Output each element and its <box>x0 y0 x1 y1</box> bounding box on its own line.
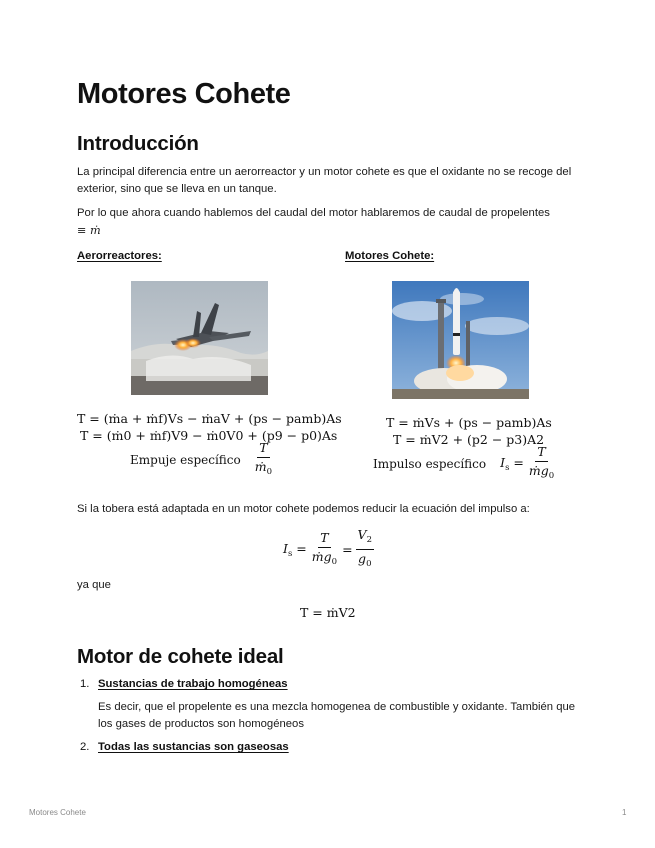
aerorreactor-thrust-equation-1: T = (ṁa + ṁf)Vs − ṁaV + (ps − pamb)As <box>77 411 342 426</box>
list-item-1-body: Es decir, que el propelente es una mezcla homogenea de combustible y oxidante. También que los gases de productos son homogéneos <box>98 701 576 730</box>
impulso-reducido-fraction-1: $\frac{T}{ṁg_0}$ <box>311 529 338 567</box>
intro-paragraph-2 <box>77 205 587 240</box>
ya-que-paragraph: ya que <box>77 579 111 591</box>
empuje-especifico-fraction: $\frac{T}{ṁ_0}$ <box>254 440 273 477</box>
rocket-launch-photo <box>392 281 529 399</box>
list-item-1-title: Sustancias de trabajo homogéneas <box>98 678 288 690</box>
intro-paragraph-2-text: Por lo que ahora cuando hablemos del caudal del motor hablaremos de caudal de propelentes <box>77 207 550 219</box>
section-heading-motor-ideal: Motor de cohete ideal <box>77 645 284 668</box>
empuje-especifico-equation <box>130 441 277 479</box>
tobera-adaptada-paragraph: Si la tobera está adaptada en un motor cohete podemos reducir la ecuación del impulso a: <box>77 503 530 515</box>
page-title: Motores Cohete <box>77 78 291 110</box>
impulso-reducido-equation: $I_s$ = $\frac{T}{ṁg_0}$ = $\frac{V_2}{g_0}$ <box>283 527 372 569</box>
fighter-jet-photo <box>131 281 268 395</box>
impulso-reducido-fraction-2: $\frac{V_2}{g_0}$ <box>357 527 372 569</box>
section-heading-introduccion: Introducción <box>77 132 199 155</box>
footer-page-number: 1 <box>622 808 627 817</box>
cohete-thrust-equation-1: T = ṁVs + (ps − pamb)As <box>386 415 552 430</box>
list-item-2-number: 2. <box>80 741 90 753</box>
impulso-especifico-equation: Impulso específico $I_s$ = $\frac{T}{ṁg_0}$ <box>373 444 555 481</box>
aerorreactor-thrust-equation-2: T = (ṁ0 + ṁf)V9 − ṁ0V0 + (p9 − p0)As <box>80 428 338 443</box>
impulso-especifico-label: Impulso específico <box>373 457 487 471</box>
intro-paragraph-2-math: ≡ ṁ <box>77 224 101 237</box>
cohete-thrust-equation-2: T = ṁV2 + (p2 − p3)A2 <box>393 432 545 447</box>
list-item-1-number: 1. <box>80 678 90 690</box>
fighter-jet-illustration <box>131 281 268 395</box>
intro-paragraph-1: La principal diferencia entre un aerorreactor y un motor cohete es que el oxidante no se recoge del exterior, sino que se lleva en un tanque. <box>77 166 572 195</box>
impulso-especifico-fraction: $\frac{T}{ṁg_0}$ <box>528 444 555 481</box>
final-thrust-equation: T = ṁV2 <box>300 605 356 620</box>
list-item-2-title: Todas las sustancias son gaseosas <box>98 741 289 753</box>
aerorreactores-label: Aerorreactores: <box>77 250 162 262</box>
rocket-launch-illustration <box>392 281 529 399</box>
motores-cohete-label: Motores Cohete: <box>345 250 435 262</box>
empuje-especifico-label: Empuje específico <box>130 453 241 467</box>
footer-document-title: Motores Cohete <box>29 808 86 817</box>
